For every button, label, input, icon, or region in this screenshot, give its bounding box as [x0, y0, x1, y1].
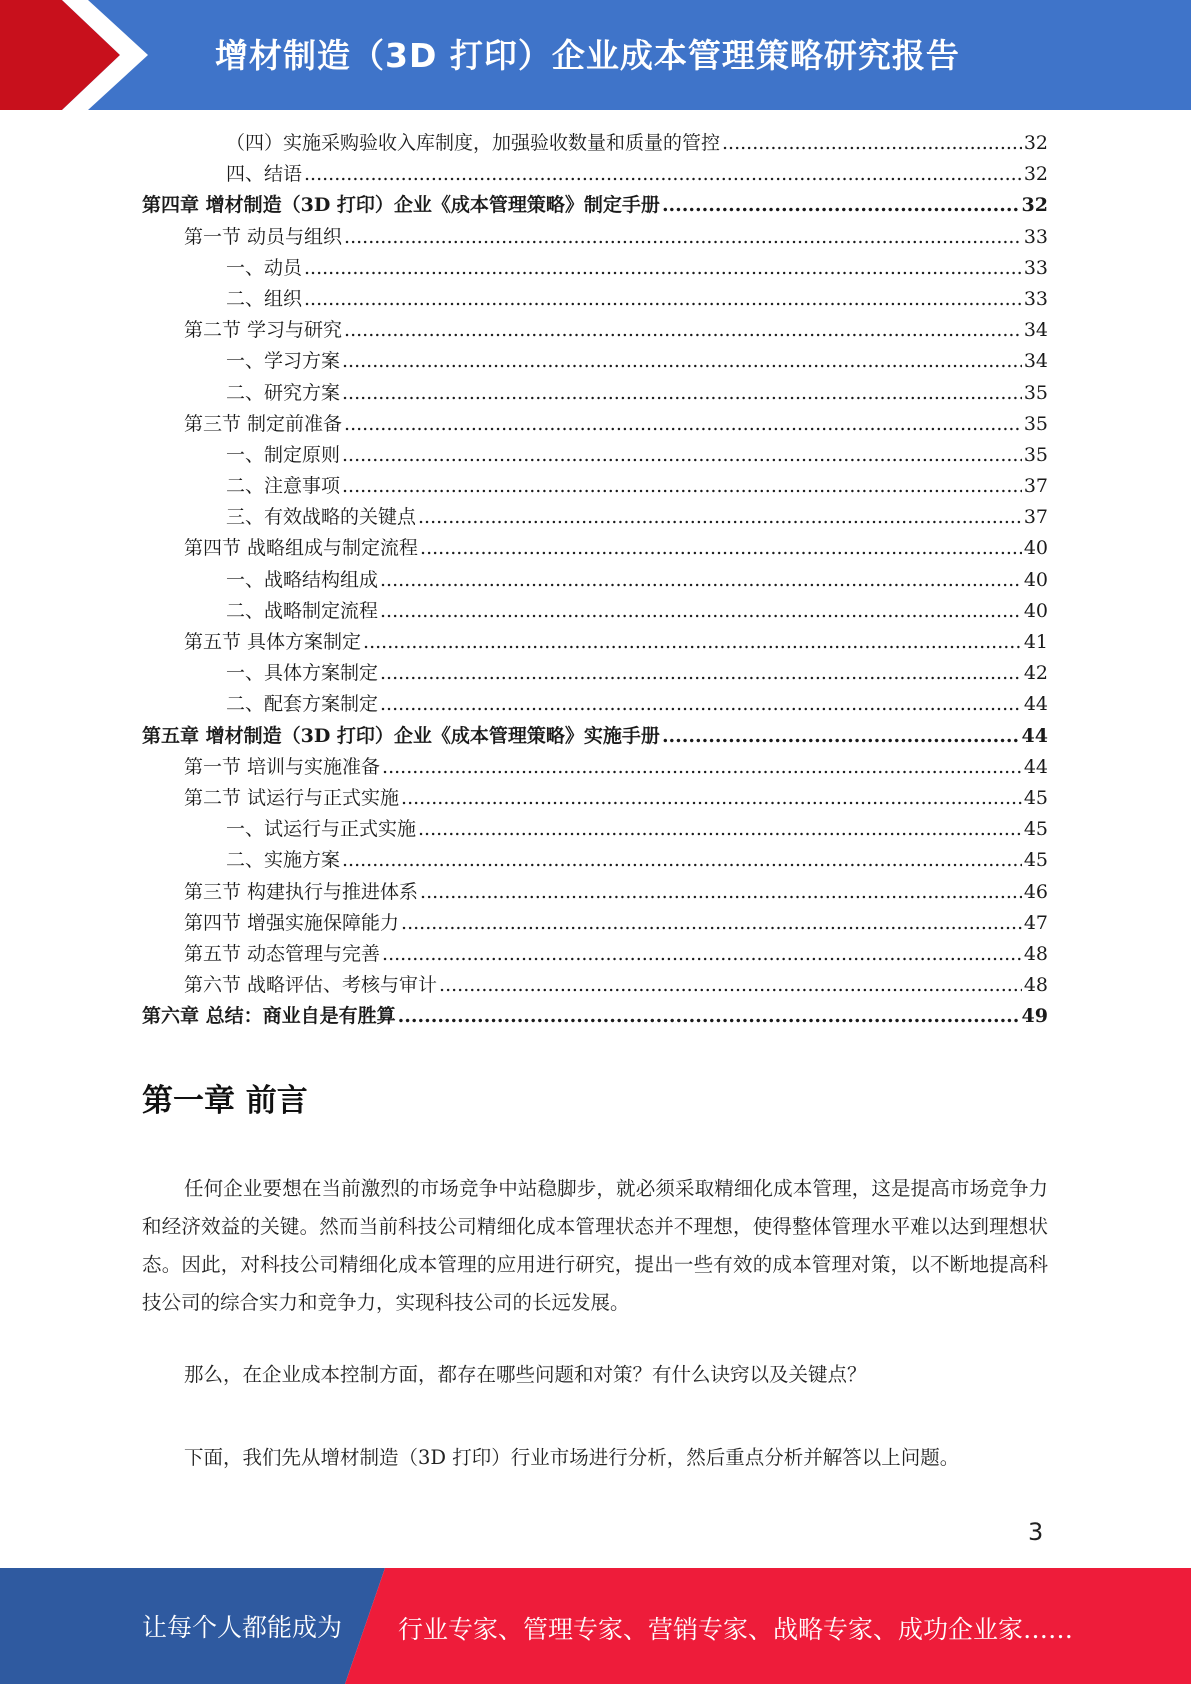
toc-entry-title: 第四章 增材制造（3D 打印）企业《成本管理策略》制定手册	[142, 194, 660, 217]
chapter-title: 第一章 前言	[142, 1083, 308, 1119]
toc-subsection-entry[interactable]	[142, 378, 1048, 409]
toc-leader-dots	[401, 908, 1022, 939]
toc-section-entry[interactable]	[142, 877, 1048, 908]
toc-page-number: 45	[1023, 786, 1048, 809]
toc-entry-title: 第三节 构建执行与推进体系	[184, 880, 419, 903]
toc-page-number: 47	[1023, 911, 1048, 934]
toc-leader-dots	[662, 721, 1020, 752]
toc-entry-title: 第五节 动态管理与完善	[184, 942, 381, 965]
toc-leader-dots	[722, 128, 1022, 159]
toc-subsection-entry[interactable]	[142, 596, 1048, 627]
toc-entry-title: 第五节 具体方案制定	[184, 631, 362, 653]
toc-chapter-entry[interactable]	[142, 190, 1048, 221]
toc-subsection-entry[interactable]	[142, 128, 1048, 159]
toc-page-number: 41	[1023, 631, 1048, 653]
toc-subsection-entry[interactable]	[142, 689, 1048, 720]
toc-entry-title: 一、战略结构组成	[226, 568, 379, 591]
toc-section-entry[interactable]	[142, 970, 1048, 1001]
toc-entry-title: 第四节 战略组成与制定流程	[184, 537, 419, 560]
toc-entry-title: 第四节 增强实施保障能力	[184, 911, 400, 934]
toc-entry-title: 第五章 增材制造（3D 打印）企业《成本管理策略》实施手册	[142, 724, 660, 747]
toc-page-number: 33	[1023, 287, 1048, 310]
toc-page-number: 32	[1023, 163, 1048, 186]
toc-entry-title: 二、研究方案	[226, 381, 341, 404]
toc-section-entry[interactable]	[142, 409, 1048, 440]
toc-leader-dots	[344, 315, 1022, 346]
toc-entry-title: 二、注意事项	[226, 475, 341, 498]
toc-section-entry[interactable]	[142, 627, 1048, 658]
toc-section-entry[interactable]	[142, 315, 1048, 346]
toc-subsection-entry[interactable]	[142, 814, 1048, 845]
toc-section-entry[interactable]	[142, 939, 1048, 970]
page-number: 3	[1028, 1518, 1044, 1546]
toc-chapter-entry[interactable]	[142, 721, 1048, 752]
toc-subsection-entry[interactable]	[142, 346, 1048, 377]
toc-page-number: 44	[1023, 693, 1048, 716]
toc-leader-dots	[420, 877, 1022, 908]
toc-leader-dots	[420, 533, 1022, 564]
toc-entry-title: 一、学习方案	[226, 350, 341, 373]
toc-page-number: 32	[1023, 132, 1048, 154]
toc-leader-dots	[304, 159, 1022, 190]
toc-entry-title: 第二节 学习与研究	[184, 319, 343, 342]
toc-subsection-entry[interactable]	[142, 284, 1048, 315]
toc-leader-dots	[344, 409, 1022, 440]
toc-leader-dots	[439, 970, 1022, 1001]
toc-section-entry[interactable]	[142, 533, 1048, 564]
toc-leader-dots	[342, 378, 1022, 409]
toc-page-number: 34	[1023, 319, 1048, 342]
toc-page-number: 45	[1023, 818, 1048, 841]
toc-page-number: 48	[1023, 974, 1048, 997]
toc-entry-title: 第二节 试运行与正式实施	[184, 786, 400, 809]
toc-page-number: 45	[1023, 849, 1048, 872]
footer-slogan-right: 行业专家、管理专家、营销专家、战略专家、成功企业家……	[398, 1615, 1074, 1644]
toc-entry-title: 一、试运行与正式实施	[226, 818, 417, 841]
toc-section-entry[interactable]	[142, 783, 1048, 814]
chapter-paragraph: 那么，在企业成本控制方面，都存在哪些问题和对策？有什么诀窍以及关键点？	[184, 1363, 867, 1386]
toc-page-number: 35	[1023, 443, 1048, 466]
toc-subsection-entry[interactable]	[142, 502, 1048, 533]
toc-leader-dots	[380, 596, 1022, 627]
toc-leader-dots	[662, 190, 1020, 221]
toc-page-number: 40	[1023, 568, 1048, 591]
toc-page-number: 33	[1023, 256, 1048, 279]
toc-subsection-entry[interactable]	[142, 159, 1048, 190]
toc-leader-dots	[342, 346, 1022, 377]
page-footer	[0, 1568, 1191, 1684]
toc-leader-dots	[418, 814, 1022, 845]
chapter-paragraph: 下面，我们先从增材制造（3D 打印）行业市场进行分析，然后重点分析并解答以上问题。	[184, 1446, 960, 1469]
toc-page-number: 46	[1023, 880, 1048, 903]
toc-subsection-entry[interactable]	[142, 440, 1048, 471]
toc-leader-dots	[342, 440, 1022, 471]
toc-leader-dots	[401, 783, 1022, 814]
toc-section-entry[interactable]	[142, 752, 1048, 783]
toc-page-number: 34	[1023, 350, 1048, 373]
toc-leader-dots	[398, 1001, 1020, 1032]
toc-entry-title: 一、制定原则	[226, 443, 341, 466]
toc-page-number: 37	[1023, 475, 1048, 498]
toc-leader-dots	[342, 471, 1022, 502]
toc-subsection-entry[interactable]	[142, 565, 1048, 596]
toc-section-entry[interactable]	[142, 222, 1048, 253]
toc-entry-title: 二、组织	[226, 287, 303, 310]
toc-leader-dots	[342, 845, 1022, 876]
toc-page-number: 35	[1023, 412, 1048, 435]
toc-page-number: 33	[1023, 225, 1048, 248]
toc-entry-title: 第一节 培训与实施准备	[184, 755, 381, 778]
toc-page-number: 49	[1021, 1005, 1048, 1028]
toc-leader-dots	[380, 689, 1022, 720]
toc-entry-title: 一、具体方案制定	[226, 662, 379, 685]
toc-entry-title: 四、结语	[226, 163, 303, 186]
toc-page-number: 40	[1023, 537, 1048, 560]
toc-entry-title: 三、有效战略的关键点	[226, 506, 417, 529]
toc-page-number: 37	[1023, 506, 1048, 529]
toc-entry-title: 第一节 动员与组织	[184, 225, 343, 248]
toc-entry-title: 第六节 战略评估、考核与审计	[184, 974, 438, 997]
toc-page-number: 42	[1023, 662, 1048, 685]
toc-page-number: 35	[1023, 381, 1048, 404]
page-header	[0, 0, 1191, 110]
toc-entry-title: 二、实施方案	[226, 849, 341, 872]
toc-leader-dots	[382, 939, 1022, 970]
toc-leader-dots	[344, 222, 1022, 253]
toc-page-number: 44	[1021, 724, 1048, 747]
toc-leader-dots	[380, 658, 1022, 689]
toc-subsection-entry[interactable]	[142, 253, 1048, 284]
toc-leader-dots	[418, 502, 1022, 533]
footer-slogan-left: 让每个人都能成为	[142, 1613, 343, 1642]
toc-entry-title: 二、战略制定流程	[226, 599, 379, 622]
toc-chapter-entry[interactable]	[142, 1001, 1048, 1032]
toc-page-number: 44	[1023, 755, 1048, 778]
toc-entry-title: 一、动员	[226, 256, 303, 279]
toc-page-number: 32	[1021, 194, 1048, 217]
toc-entry-title: 第六章 总结：商业自是有胜算	[142, 1005, 396, 1028]
toc-entry-title: 二、配套方案制定	[226, 693, 379, 716]
toc-subsection-entry[interactable]	[142, 845, 1048, 876]
toc-leader-dots	[363, 627, 1022, 658]
toc-subsection-entry[interactable]	[142, 658, 1048, 689]
table-of-contents	[142, 128, 1048, 1032]
chapter-paragraph: 任何企业要想在当前激烈的市场竞争中站稳脚步，就必须采取精细化成本管理，这是提高市场竞争力和经济效益的关键。然而当前科技公司精细化成本管理状态并不理想，使得整体管理水平难以达到理想状态。因此，对科技公司精细化成本管理的应用进行研究，提出一些有效的成本管理对策，以不断地提高科技公司的综合实力和竞争力，实现科技公司的长远发展。	[142, 1177, 1048, 1314]
toc-leader-dots	[380, 565, 1022, 596]
toc-section-entry[interactable]	[142, 908, 1048, 939]
toc-leader-dots	[382, 752, 1022, 783]
toc-leader-dots	[304, 284, 1022, 315]
header-title: 增材制造（3D 打印）企业成本管理策略研究报告	[215, 36, 960, 75]
toc-leader-dots	[304, 253, 1022, 284]
toc-entry-title: 第三节 制定前准备	[184, 412, 343, 435]
toc-entry-title: （四）实施采购验收入库制度，加强验收数量和质量的管控	[226, 132, 721, 154]
toc-page-number: 40	[1023, 599, 1048, 622]
toc-subsection-entry[interactable]	[142, 471, 1048, 502]
toc-page-number: 48	[1023, 942, 1048, 965]
